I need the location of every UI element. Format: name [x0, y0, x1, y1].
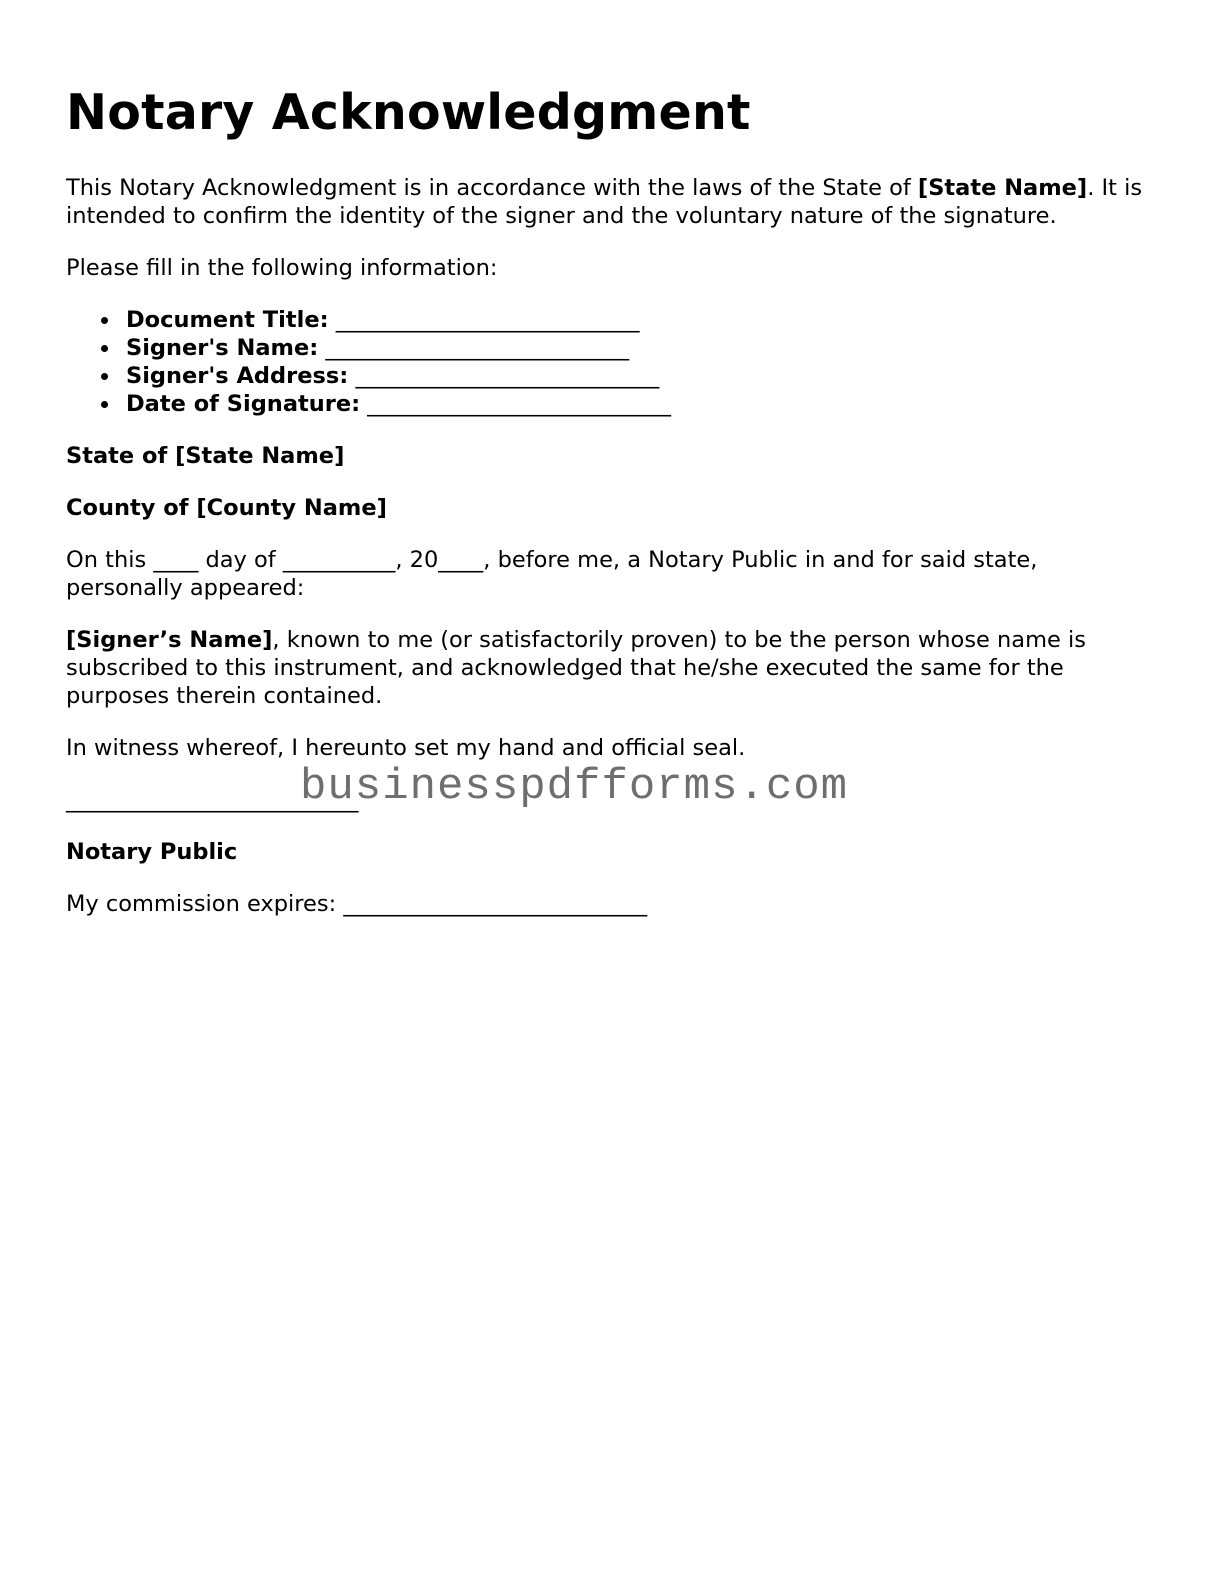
field-date-of-signature[interactable] — [126, 390, 1156, 418]
intro-paragraph — [66, 174, 1156, 230]
notary-public-label: Notary Public — [66, 839, 238, 865]
information-fields-list — [66, 306, 1156, 418]
acknowledgment-text: , known to me (or satisfactorily proven) to be the person whose name is subscribed to this instrument, and acknowledged that he/she executed the same for the purposes therein contained. — [66, 627, 1086, 709]
notary-signature-blank[interactable]: __________________________ — [66, 787, 359, 813]
field-blank[interactable]: ___________________________ — [325, 335, 630, 361]
field-document-title[interactable] — [126, 306, 1156, 334]
field-blank[interactable]: ___________________________ — [355, 363, 660, 389]
field-blank[interactable]: ___________________________ — [367, 391, 672, 417]
intro-text-end: . It is intended to confirm the identity of the signer and the voluntary nature of the signature. — [66, 175, 1143, 229]
state-name-placeholder: [State Name] — [917, 175, 1088, 201]
document-title: Notary Acknowledgment — [66, 84, 751, 141]
intro-text-start: This Notary Acknowledgment is in accordance with the laws of the State of — [66, 175, 918, 201]
field-label: Signer's Address: — [126, 363, 349, 389]
field-label: Signer's Name: — [126, 335, 319, 361]
witness-paragraph: In witness whereof, I hereunto set my hand and official seal. — [66, 735, 746, 761]
field-signers-address[interactable] — [126, 362, 1156, 390]
commission-expires-line: My commission expires: ___________________________ — [66, 891, 648, 917]
county-line: County of [County Name] — [66, 495, 387, 521]
appearance-paragraph: On this ____ day of __________, 20____, before me, a Notary Public in and for said state, personally appeared: — [66, 547, 1038, 601]
signer-name-placeholder: [Signer’s Name] — [66, 627, 273, 653]
field-label: Date of Signature: — [126, 391, 361, 417]
document-page — [66, 84, 1156, 942]
instruction-text: Please fill in the following information: — [66, 255, 498, 281]
field-blank[interactable]: ___________________________ — [335, 307, 640, 333]
state-line: State of [State Name] — [66, 443, 345, 469]
field-signers-name[interactable] — [126, 334, 1156, 362]
watermark-text: businesspdfforms.com — [300, 762, 849, 812]
field-label: Document Title: — [126, 307, 329, 333]
acknowledgment-paragraph — [66, 626, 1156, 710]
